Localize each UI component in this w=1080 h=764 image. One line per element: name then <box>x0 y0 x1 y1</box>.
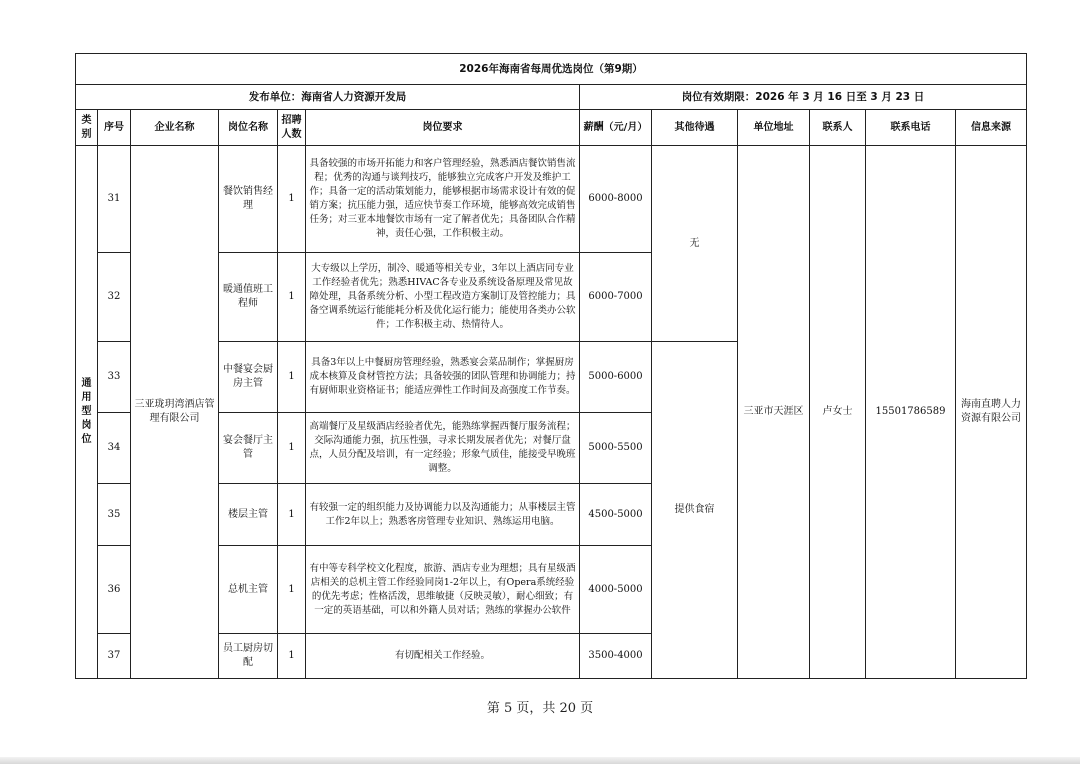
validity-period: 岗位有效期限：2026 年 3 月 16 日至 3 月 23 日 <box>580 85 1027 110</box>
row-salary: 3500-4000 <box>580 634 652 679</box>
header-benefits: 其他待遇 <box>652 110 738 146</box>
row-position: 暖通值班工程师 <box>219 253 278 342</box>
row-salary: 4000-5000 <box>580 546 652 634</box>
row-count: 1 <box>278 146 306 253</box>
contact-cell: 卢女士 <box>810 146 866 679</box>
row-requirements: 具备较强的市场开拓能力和客户管理经验，熟悉酒店餐饮销售流程；优秀的沟通与谈判技巧，能够独立完成客户开发及维护工作；具备一定的活动策划能力，能够根据市场需求设计有效的促销方案；抗压能力强，适应快节奏工作环境，能够高效完成销售任务；对三亚本地餐饮市场有一定了解者优先；具备团队合作精神，责任心强，工作积极主动。 <box>306 146 580 253</box>
row-count: 1 <box>278 342 306 413</box>
publisher: 发布单位：海南省人力资源开发局 <box>76 85 580 110</box>
row-requirements: 高端餐厅及星级酒店经验者优先，能熟练掌握西餐厅服务流程；交际沟通能力强，抗压性强，寻求长期发展者优先；对餐厅盘点，人员分配及培训，有一定经验；形象气质佳，能接受早晚班调整。 <box>306 413 580 484</box>
row-salary: 6000-7000 <box>580 253 652 342</box>
row-seq: 35 <box>98 484 131 546</box>
document-title: 2026年海南省每周优选岗位（第9期） <box>76 54 1027 85</box>
row-position: 中餐宴会厨房主管 <box>219 342 278 413</box>
source-cell: 海南直聘人力资源有限公司 <box>956 146 1027 679</box>
row-position: 楼层主管 <box>219 484 278 546</box>
header-category: 类别 <box>76 110 98 146</box>
page-edge-divider <box>0 757 1080 764</box>
header-source: 信息来源 <box>956 110 1027 146</box>
row-seq: 31 <box>98 146 131 253</box>
row-requirements: 大专级以上学历，制冷、暖通等相关专业，3年以上酒店同专业工作经验者优先；熟悉HIVAC各专业及系统设备原理及常见故障处理，具备系统分析、小型工程改造方案制订及管控能力；具备空调系统运行能能耗分析及优化运行能力；能使用各类办公软件；工作积极主动、热情待人。 <box>306 253 580 342</box>
row-requirements: 有切配相关工作经验。 <box>306 634 580 679</box>
row-seq: 32 <box>98 253 131 342</box>
row-position: 餐饮销售经理 <box>219 146 278 253</box>
row-count: 1 <box>278 253 306 342</box>
header-position: 岗位名称 <box>219 110 278 146</box>
benefits-none: 无 <box>652 146 738 342</box>
row-salary: 6000-8000 <box>580 146 652 253</box>
header-company: 企业名称 <box>131 110 219 146</box>
address-cell: 三亚市天涯区 <box>738 146 810 679</box>
category-label: 通用型岗位 <box>81 378 92 445</box>
header-salary: 薪酬（元/月） <box>580 110 652 146</box>
row-seq: 33 <box>98 342 131 413</box>
row-seq: 37 <box>98 634 131 679</box>
row-position: 总机主管 <box>219 546 278 634</box>
category-cell <box>76 146 98 679</box>
company-cell: 三亚珑玥湾酒店管理有限公司 <box>131 146 219 679</box>
row-salary: 4500-5000 <box>580 484 652 546</box>
header-contact: 联系人 <box>810 110 866 146</box>
header-phone: 联系电话 <box>866 110 956 146</box>
row-requirements: 有中等专科学校文化程度，旅游、酒店专业为理想；具有星级酒店相关的总机主管工作经验同岗1-2年以上，有Opera系统经验的优先考虑；性格活泼，思维敏捷（反映灵敏），耐心细致；有一定的英语基础，可以和外籍人员对话；熟练的掌握办公软件 <box>306 546 580 634</box>
phone-cell: 15501786589 <box>866 146 956 679</box>
row-count: 1 <box>278 546 306 634</box>
header-seq: 序号 <box>98 110 131 146</box>
row-count: 1 <box>278 413 306 484</box>
benefits-housing: 提供食宿 <box>652 342 738 679</box>
row-requirements: 有较强一定的组织能力及协调能力以及沟通能力；从事楼层主管工作2年以上；熟悉客房管理专业知识、熟练运用电脑。 <box>306 484 580 546</box>
row-salary: 5000-6000 <box>580 342 652 413</box>
header-count: 招聘人数 <box>278 110 306 146</box>
row-seq: 36 <box>98 546 131 634</box>
row-seq: 34 <box>98 413 131 484</box>
row-salary: 5000-5500 <box>580 413 652 484</box>
header-requirements: 岗位要求 <box>306 110 580 146</box>
row-count: 1 <box>278 634 306 679</box>
jobs-table <box>75 53 1027 679</box>
row-count: 1 <box>278 484 306 546</box>
page-number: 第 5 页，共 20 页 <box>486 701 594 716</box>
row-position: 员工厨房切配 <box>219 634 278 679</box>
row-requirements: 具备3年以上中餐厨房管理经验，熟悉宴会菜品制作；掌握厨房成本核算及食材管控方法；具备较强的团队管理和协调能力；持有厨师职业资格证书；能适应弹性工作时间及高强度工作节奏。 <box>306 342 580 413</box>
row-position: 宴会餐厅主管 <box>219 413 278 484</box>
table-row <box>76 146 1027 253</box>
header-address: 单位地址 <box>738 110 810 146</box>
